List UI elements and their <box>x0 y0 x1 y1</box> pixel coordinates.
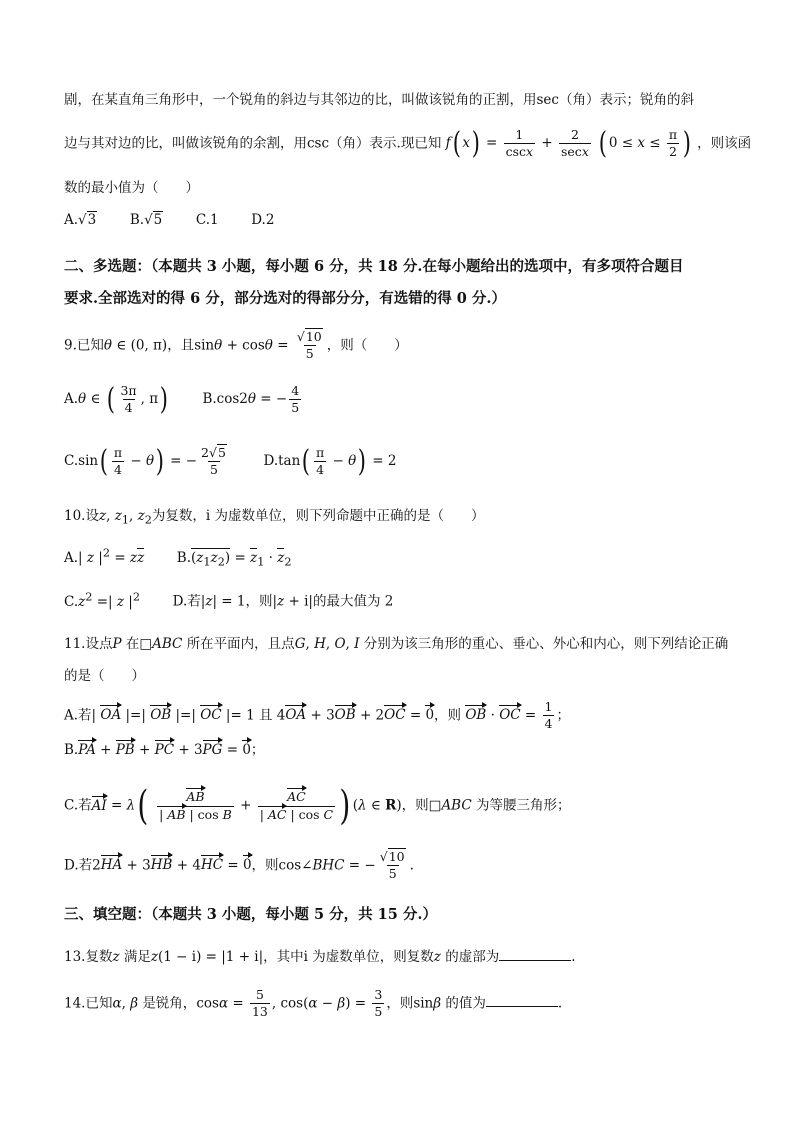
q9-option-b: B.cos2θ = − $\frac{4}{5}$ <box>202 383 300 416</box>
q9-stem: 9.已知θ ∈ (0, π)，且sinθ + cosθ = $\frac{√10}{5}$ ，则（ ） <box>64 329 408 362</box>
q11-option-a: A.若| OA |=| OB |=| OC |= 1 且 4OA + 3OB + 2OC = 0，则 OB · OC = $\frac{1}{4}$ ； <box>64 699 570 732</box>
q8-option-c: C.1 <box>195 212 219 228</box>
q13: 13.复数z 满足z(1 − i) = |1 + i|，其中i 为虚数单位，则复数z 的虚部为 . <box>64 949 576 965</box>
q11-stem-1: 11.设点P 在□ABC 所在平面内，且点G, H, O, I 分别为该三角形的重心、垂心、外心和内心，则下列结论正确 <box>64 636 729 652</box>
q10-option-a: A.| z $|^2$ = zz <box>64 546 145 566</box>
q8-text-1: 剧，在某直角三角形中，一个锐角的斜边与其邻边的比，叫做该锐角的正割，用sec（角）表示；锐角的斜 <box>64 92 694 108</box>
q9-option-d: D.tan( $\frac{\pi}{4}$ − θ) = 2 <box>263 443 397 479</box>
q11-option-b: B.PA + PB + PC + 3PG = 0； <box>64 742 265 758</box>
q8-option-b: B.√5 <box>129 212 163 228</box>
q9-option-a: A.θ ∈ ( $\frac{3\pi}{4}$ , π) <box>64 381 169 417</box>
q10-options-cd <box>64 590 393 610</box>
q8-line-2 <box>64 125 752 161</box>
q8-text-2: 边与其对边的比，叫做该锐角的余割，用csc（角）表示.现已知 <box>64 135 442 152</box>
q8-text-3: ，则该函 <box>697 135 752 152</box>
q10-option-c: $C.z^2$ =| z $|^2$ <box>64 590 141 610</box>
q9-option-c: C.sin( $\frac{\pi}{4}$ − θ) = − $\frac{2√5}{5}$ <box>64 443 226 479</box>
q8-line-1 <box>64 92 694 108</box>
section2-heading-1: 二、多选题：（本题共 3 小题，每小题 6 分，共 18 分.在每小题给出的选项中，有多项符合题目 <box>64 258 684 275</box>
q10-options-ab <box>64 546 292 569</box>
q11-option-c: C.若AI = λ( $\frac{AB}{\text{| AB | cos B}}$ + $\frac{AC}{\text{| AC | cos C}}$ ) (λ ∈ R)，则□ABC 为等腰三角形； <box>64 783 571 829</box>
q11-option-d: D.若2HA + 3HB + 4HC = 0，则cos∠BHC = − $\frac{√10}{5}$ . <box>64 849 414 882</box>
q10-option-d: D.若|z| = 1，则|z + i|的最大值为 2 <box>172 593 394 610</box>
q8-option-d: D.2 <box>251 212 275 228</box>
q9-options-ab <box>64 381 303 417</box>
q8-function-formula: f( x) = $\frac{1}{\csc x}$ + $\frac{2}{\sec x}$ ( 0 ≤ x ≤ $\frac{\pi}{2}$ ) <box>445 125 692 161</box>
q10-stem: 10.设z, $z_1$, $z_2$为复数，i 为虚数单位，则下列命题中正确的是（ ） <box>64 508 485 527</box>
q8-line-3 <box>64 180 199 196</box>
q11-stem-2: 的是（ ） <box>64 668 145 684</box>
q9-options-cd <box>64 443 397 479</box>
section3-heading: 三、填空题：（本题共 3 小题，每小题 5 分，共 15 分.） <box>64 906 437 923</box>
q8-text-4: 数的最小值为（ ） <box>64 180 199 196</box>
q10-option-b: $B.(z_1z_2) = z_1 \cdot z_2$ <box>176 549 292 569</box>
section2-heading-2: 要求.全部选对的得 6 分，部分选对的得部分分，有选错的得 0 分.） <box>64 290 506 307</box>
q14-answer-blank[interactable] <box>486 994 558 1007</box>
q8-option-a: A.√3 <box>64 212 97 228</box>
q8-options <box>64 212 274 228</box>
q14: 14.已知α, β 是锐角，cosα = $\frac{5}{13}$ , cos(α − β) = $\frac{3}{5}$ ，则sinβ 的值为 . <box>64 987 563 1020</box>
q13-answer-blank[interactable] <box>499 948 571 961</box>
